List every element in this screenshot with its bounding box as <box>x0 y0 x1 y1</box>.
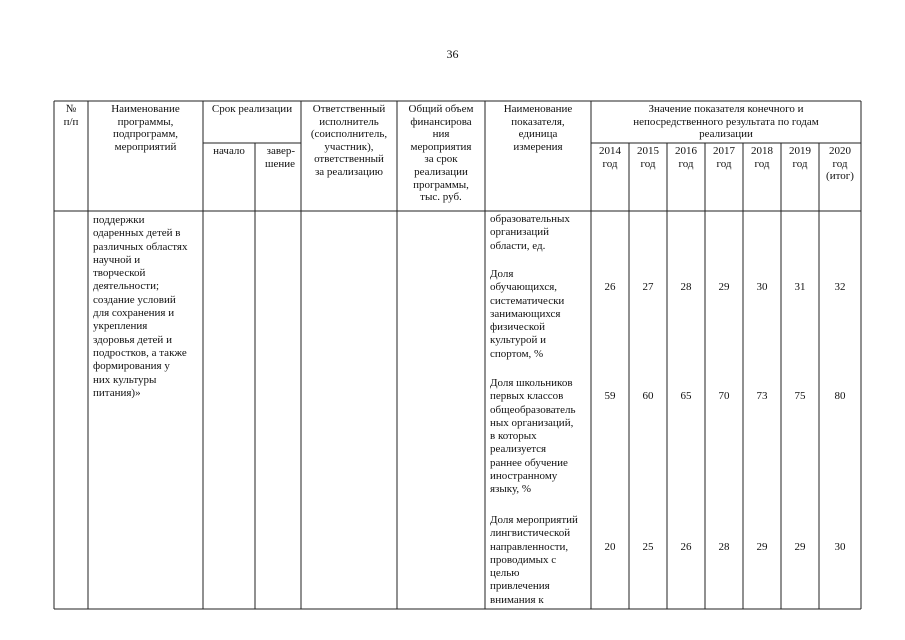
value-linguistic-2015: 25 <box>642 541 654 553</box>
header-period-start: начало <box>213 145 245 157</box>
header-year-2014: 2014 год <box>599 145 621 170</box>
header-indicator-col: Наименование показателя, единица измерения <box>503 103 573 153</box>
value-language-2019: 75 <box>794 390 806 402</box>
header-finance-col: Общий объем финансирова ния мероприятия за срок реализации программы, тыс. руб. <box>408 103 474 204</box>
value-sport-2018: 30 <box>756 281 768 293</box>
value-sport-2015: 27 <box>642 281 654 293</box>
header-year-2020: 2020 год (итог) <box>826 145 854 183</box>
indicator-name-sport: Доля обучающихся, систематически занимающихся физической культурой и спортом, % <box>490 268 565 360</box>
header-program-col: Наименование программы, подпрограмм, мероприятий <box>111 103 180 153</box>
header-year-2015: 2015 год <box>637 145 659 170</box>
header-year-2018: 2018 год <box>751 145 773 170</box>
value-sport-2017: 29 <box>718 281 730 293</box>
page-number: 36 <box>446 47 459 61</box>
program-description: поддержки одаренных детей в различных областях научной и творческой деятельности; создание условий для сохранения и укрепления здоровья детей и подростков, а также формирования у них культуры питания)» <box>93 214 188 399</box>
header-num-col: № п/п <box>63 103 79 128</box>
value-sport-2016: 28 <box>680 281 692 293</box>
value-linguistic-2016: 26 <box>680 541 692 553</box>
header-year-2019: 2019 год <box>789 145 811 170</box>
header-year-2017: 2017 год <box>713 145 735 170</box>
value-linguistic-2014: 20 <box>604 541 616 553</box>
value-sport-2020: 32 <box>834 281 846 293</box>
value-linguistic-2019: 29 <box>794 541 806 553</box>
value-language-2014: 59 <box>604 390 616 402</box>
header-period-end: завер- шение <box>264 145 295 170</box>
value-language-2015: 60 <box>642 390 654 402</box>
header-executor-col: Ответственный исполнитель (соисполнитель, участник), ответственный за реализацию <box>310 103 388 178</box>
indicator-name-foreign-language: Доля школьников первых классов общеобразователь ных организаций, в которых реализуется раннее обучение иностранному языку, % <box>490 377 576 496</box>
value-sport-2014: 26 <box>604 281 616 293</box>
value-language-2017: 70 <box>718 390 730 402</box>
value-sport-2019: 31 <box>794 281 806 293</box>
header-values-col: Значение показателя конечного и непосредственного результата по годам реализации <box>633 103 819 141</box>
header-year-2016: 2016 год <box>675 145 697 170</box>
value-linguistic-2020: 30 <box>834 541 846 553</box>
value-language-2018: 73 <box>756 390 768 402</box>
value-language-2016: 65 <box>680 390 692 402</box>
indicator-continuation: образовательных организаций области, ед. <box>490 213 570 252</box>
header-period-col: Срок реализации <box>211 103 293 115</box>
indicator-name-linguistic-events: Доля мероприятий лингвистической направленности, проводимых с целью привлечения внимания к <box>490 514 578 606</box>
value-linguistic-2018: 29 <box>756 541 768 553</box>
value-language-2020: 80 <box>834 390 846 402</box>
value-linguistic-2017: 28 <box>718 541 730 553</box>
